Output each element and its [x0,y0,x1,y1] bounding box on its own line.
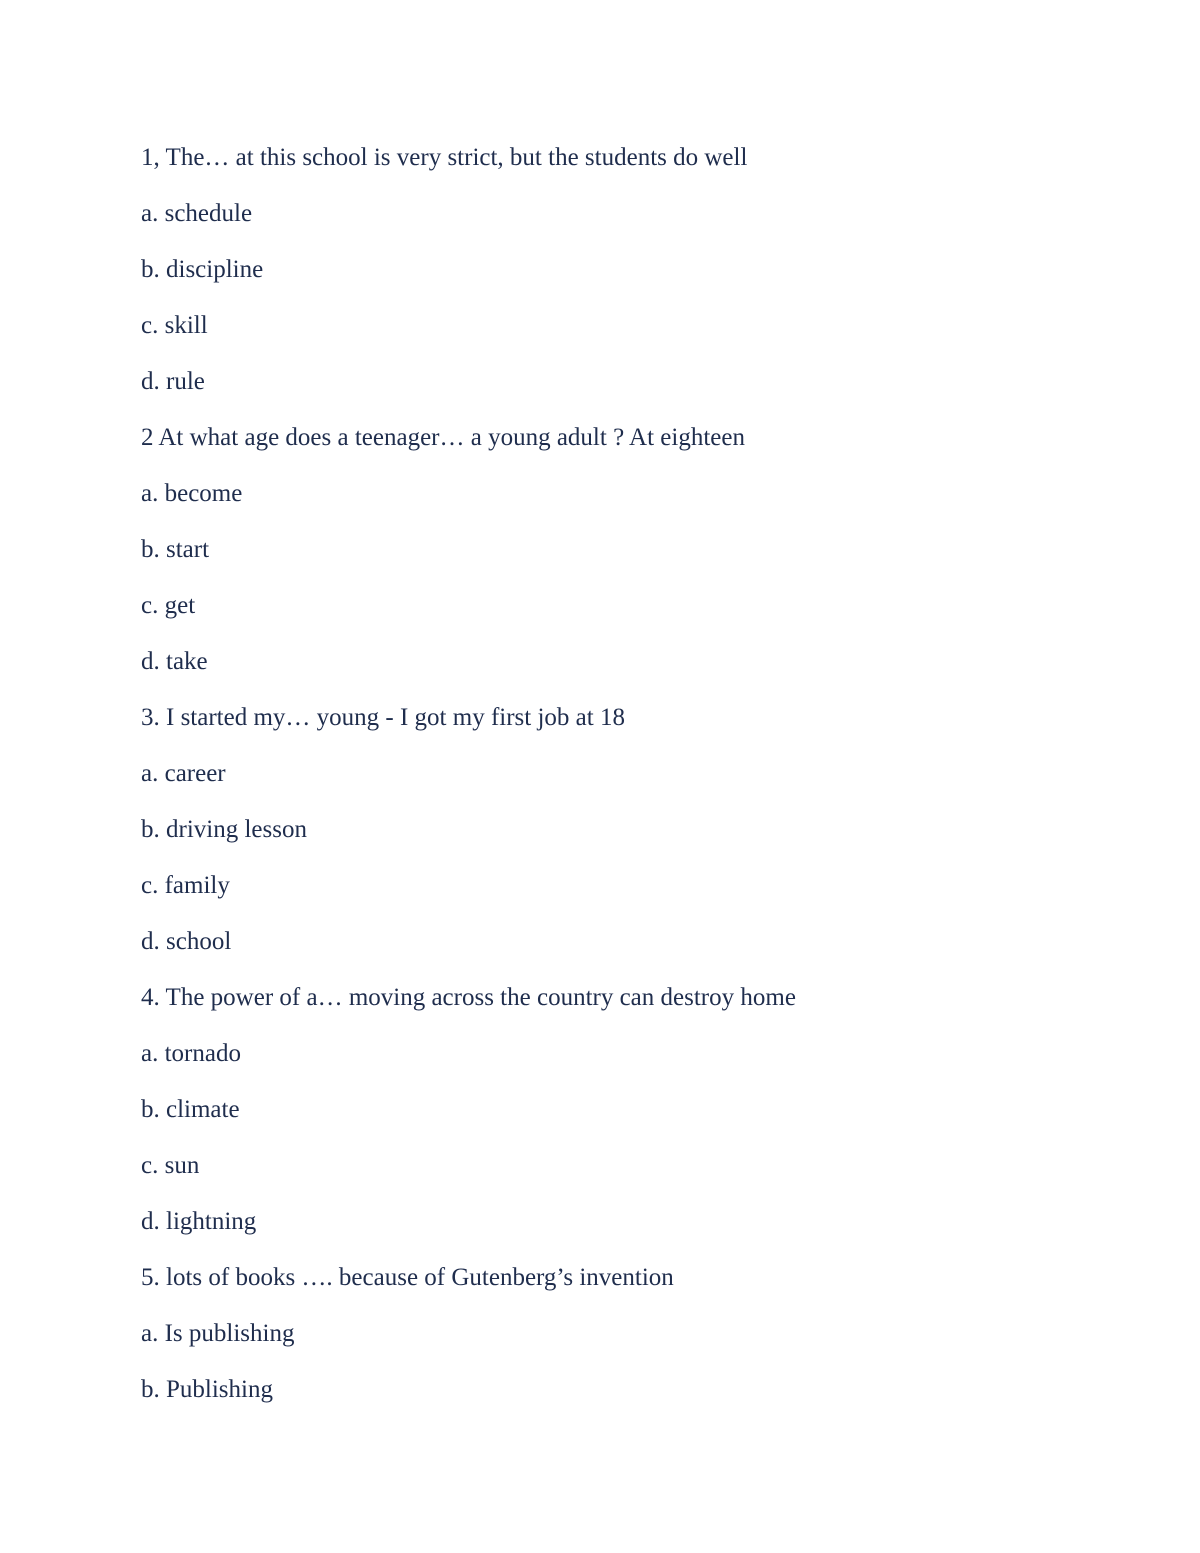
answer-option: d. school [141,928,232,955]
question-stem: 2 At what age does a teenager… a young adult ? At eighteen [141,424,745,451]
question-2 [141,418,1141,698]
answer-option: b. driving lesson [141,816,307,843]
answer-option: b. climate [141,1096,240,1123]
question-stem: 1, The… at this school is very strict, but the students do well [141,144,748,171]
answer-option: c. family [141,872,230,899]
answer-option: a. career [141,760,226,787]
answer-option: a. tornado [141,1040,241,1067]
answer-option: d. lightning [141,1208,257,1235]
answer-option: c. skill [141,312,208,339]
question-1 [141,138,1141,418]
question-3 [141,698,1141,978]
question-stem: 3. I started my… young - I got my first job at 18 [141,704,625,731]
question-stem: 5. lots of books …. because of Gutenberg’s invention [141,1264,674,1291]
answer-option: c. sun [141,1152,200,1179]
quiz-content [141,138,1141,1426]
answer-option: c. get [141,592,196,619]
question-4 [141,978,1141,1258]
answer-option: b. Publishing [141,1376,273,1403]
answer-option: d. take [141,648,208,675]
answer-option: d. rule [141,368,205,395]
question-5 [141,1258,1141,1426]
answer-option: b. start [141,536,210,563]
question-stem: 4. The power of a… moving across the country can destroy home [141,984,796,1011]
answer-option: a. schedule [141,200,253,227]
answer-option: b. discipline [141,256,264,283]
answer-option: a. Is publishing [141,1320,295,1347]
answer-option: a. become [141,480,243,507]
